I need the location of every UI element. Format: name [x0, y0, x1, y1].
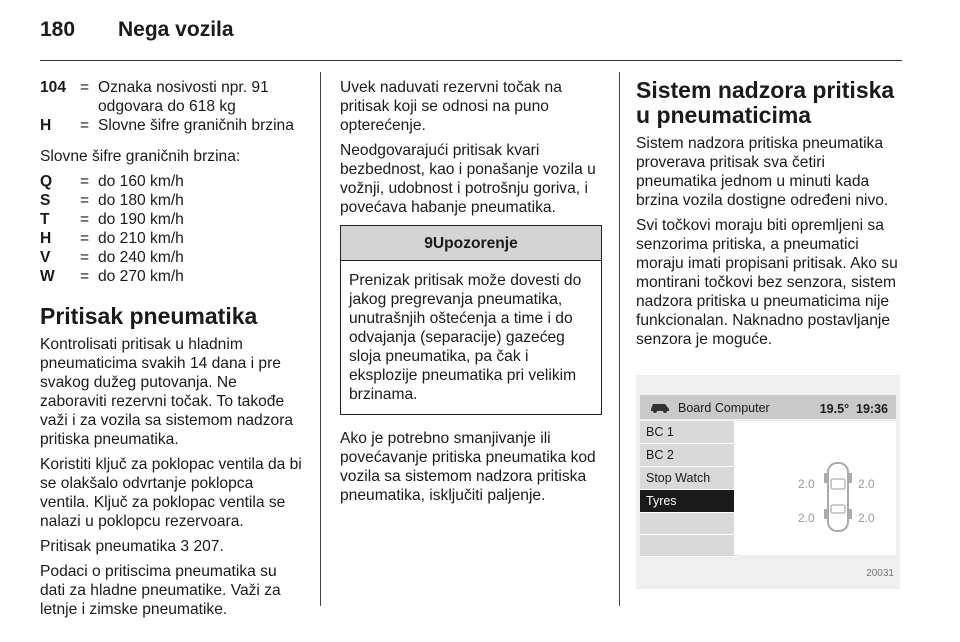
definition-key: 104 [40, 79, 67, 96]
warning-triangle-icon: 9 [424, 235, 433, 252]
tyre-pressure-panel [734, 421, 896, 555]
menu-item-empty [640, 535, 738, 557]
header-rule [40, 60, 902, 61]
page-title: Nega vozila [118, 18, 234, 41]
speed-row [40, 229, 306, 248]
board-computer-header [640, 395, 896, 419]
speed-key: Q [40, 173, 53, 190]
figure-code: 20031 [866, 568, 894, 579]
speed-codes-list [40, 172, 306, 286]
paragraph: Podaci o pritiscima pneumatika su dati za hladne pneumatike. Važi za letnje i zimske pneumatike. [40, 563, 281, 618]
menu-item-stop-watch[interactable]: Stop Watch [640, 467, 738, 490]
definition-row [40, 78, 306, 116]
speed-key: W [40, 268, 55, 285]
menu-item-tyres[interactable]: Tyres [640, 490, 738, 513]
load-index-list [40, 78, 306, 135]
speed-row [40, 191, 306, 210]
speed-value: do 240 km/h [98, 249, 184, 266]
cross-reference [40, 537, 306, 556]
section-heading: Pritisak pneumatika [40, 303, 258, 329]
paragraph: Neodgovarajući pritisak kvari bezbednost, kao i ponašanje vozila u vožnji, udobnost i potrošnju goriva, i povećava habanje pneumatika. [340, 142, 596, 216]
paragraph: Svi točkovi moraju biti opremljeni sa senzorima pritiska, a pneumatici moraju imati propisani pritisak. Ako su montirani točkovi bez senzora, sistem nadzora pritiska u pneumaticima nije funkcionalan. Naknadno postavljanje senzora je moguće. [636, 217, 898, 348]
reference-text: Pritisak pneumatika [40, 538, 177, 555]
speed-codes-intro: Slovne šifre graničnih brzina: [40, 148, 241, 165]
board-computer-menu [640, 421, 738, 557]
definition-value: Slovne šifre graničnih brzina [98, 117, 294, 134]
clock-readout: 19:36 [856, 402, 888, 416]
definition-row [40, 116, 306, 135]
paragraph: Koristiti ključ za poklopac ventila da bi se olakšalo odvrtanje poklopca ventila. Ključ za poklopac ventila se nalazi u poklopcu rezervoara. [40, 456, 302, 530]
equals-sign: = [80, 230, 90, 247]
speed-value: do 210 km/h [98, 230, 184, 247]
equals-sign: = [80, 211, 90, 228]
speed-value: do 190 km/h [98, 211, 184, 228]
definition-key: H [40, 117, 52, 134]
page-ref-arrow-icon: 3 [180, 538, 190, 555]
column-divider [619, 72, 620, 606]
column-2 [340, 78, 602, 511]
equals-sign: = [80, 249, 90, 266]
board-computer-figure [636, 375, 900, 589]
equals-sign: = [80, 79, 90, 96]
paragraph: Uvek naduvati rezervni točak na pritisak koji se odnosi na puno opterećenje. [340, 79, 562, 134]
pressure-rear-right: 2.0 [858, 511, 875, 525]
column-1 [40, 78, 306, 625]
board-computer-title: Board Computer [678, 401, 770, 415]
speed-row [40, 248, 306, 267]
speed-key: V [40, 249, 51, 266]
menu-item-empty [640, 513, 738, 535]
column-3 [636, 78, 904, 589]
warning-title: Upozorenje [432, 235, 518, 252]
speed-value: do 270 km/h [98, 268, 184, 285]
page-number: 180 [40, 18, 76, 41]
warning-header [341, 226, 601, 261]
reference-page-link[interactable]: 207. [193, 538, 224, 555]
car-icon [649, 401, 671, 413]
status-readout [820, 400, 888, 419]
equals-sign: = [80, 268, 90, 285]
speed-key: H [40, 230, 52, 247]
pressure-front-right: 2.0 [858, 477, 875, 491]
section-heading: Sistem nadzora pritiska u pneumaticima [636, 77, 895, 128]
speed-key: T [40, 211, 50, 228]
warning-text: Prenizak pritisak može dovesti do jakog pregrevanja pneumatika, unutrašnjih oštećenja a time i do odvajanja (separacije) gazećeg sloja pneumatika, pa čak i eksplozije pneumatika pri velikim brzinama. [349, 272, 582, 403]
paragraph: Sistem nadzora pritiska pneumatika proverava pritisak sva četiri pneumatika jednom u minuti kada brzina vozila dostigne određeni nivo. [636, 135, 889, 209]
pressure-front-left: 2.0 [798, 477, 815, 491]
temperature-readout: 19.5° [819, 402, 850, 416]
speed-value: do 180 km/h [98, 192, 184, 209]
definition-value: Oznaka nosivosti npr. 91 odgovara do 618 kg [98, 79, 269, 115]
paragraph: Ako je potrebno smanjivanje ili povećavanje pritiska pneumatika kod vozila sa sistemom nadzora pritiska pneumatika, isključiti paljenje. [340, 430, 596, 504]
car-top-view-icon [824, 461, 852, 533]
speed-row [40, 267, 306, 286]
pressure-rear-left: 2.0 [798, 511, 815, 525]
speed-key: S [40, 192, 51, 209]
equals-sign: = [80, 173, 90, 190]
speed-row [40, 210, 306, 229]
menu-item-bc2[interactable]: BC 2 [640, 444, 738, 467]
paragraph: Kontrolisati pritisak u hladnim pneumaticima svakih 14 dana i pre svakog dužeg putovanja. Ne zaboraviti rezervni točak. To takođe važi i za vozila sa sistemom nadzora pritiska pneumatika. [40, 336, 294, 448]
speed-row [40, 172, 306, 191]
column-divider [320, 72, 321, 606]
warning-box [340, 225, 602, 415]
menu-item-bc1[interactable]: BC 1 [640, 421, 738, 444]
equals-sign: = [80, 192, 90, 209]
speed-value: do 160 km/h [98, 173, 184, 190]
equals-sign: = [80, 117, 90, 134]
